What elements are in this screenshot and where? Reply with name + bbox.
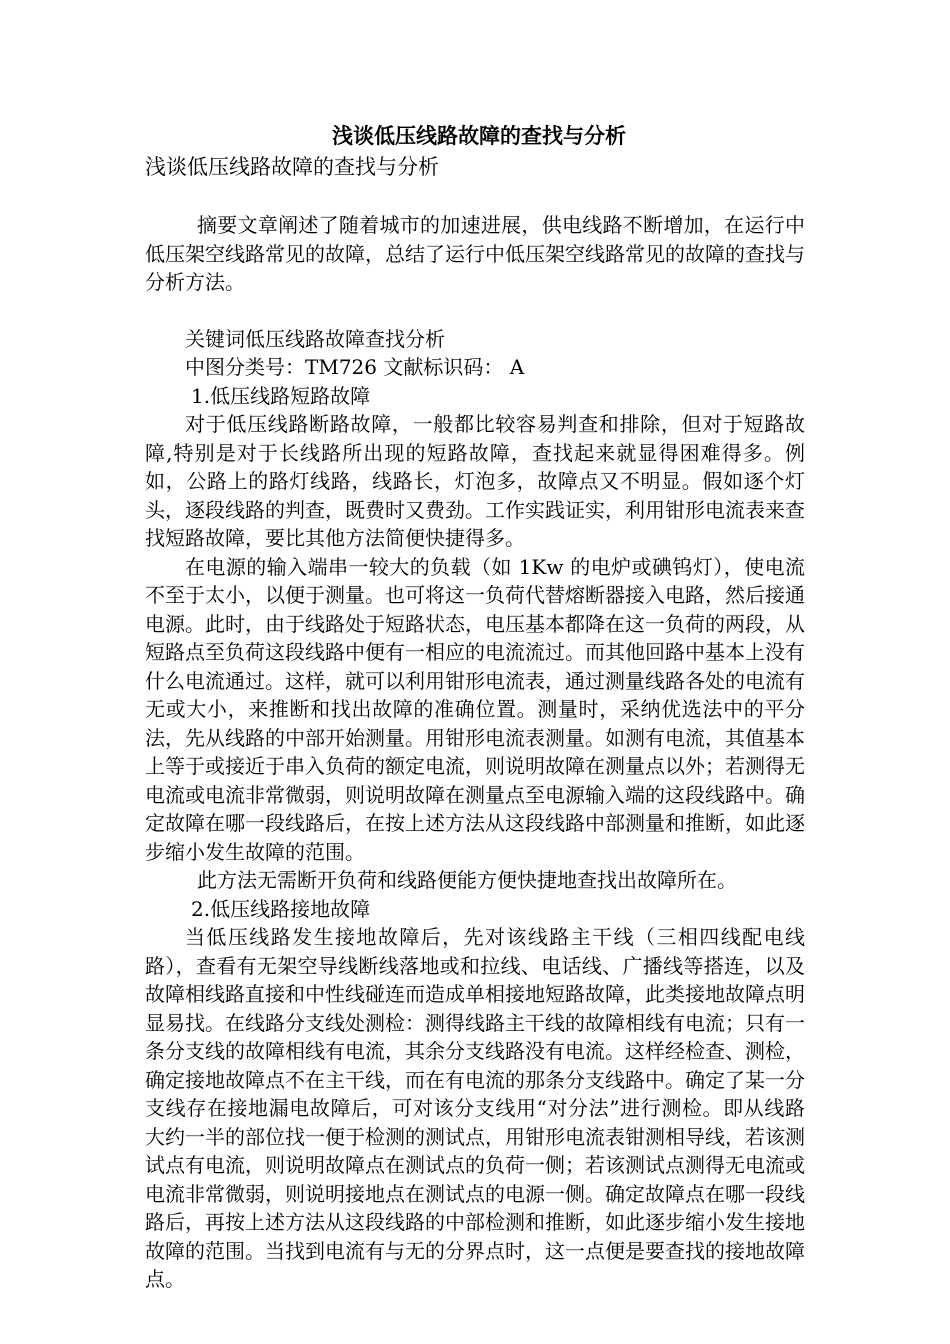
- section1-paragraph: 在电源的输入端串一较大的负载（如 1Kw 的电炉或碘钨灯），使电流不至于太小，以便于测量。也可将这一负荷代替熔断器接入电路，然后接通电源。此时，由于线路处于短路状态，电压基本都降在这一负荷的两段，从短路点至负荷这段线路中便有一相应的电流流过。而其他回路中基本上没有什么电流通过。这样，就可以利用钳形电流表，通过测量线路各处的电流有无或大小，来推断和找出故障的准确位置。测量时，采纳优选法中的平分法，先从线路的中部开始测量。用钳形电流表测量。如测有电流，其值基本上等于或接近于串入负荷的额定电流，则说明故障在测量点以外；若测得无电流或电流非常微弱，则说明故障在测量点至电源输入端的这段线路中。确定故障在哪一段线路后，在按上述方法从这段线路中部测量和推断，如此逐步缩小发生故障的范围。: [145, 554, 805, 864]
- document-title: 浅谈低压线路故障的查找与分析: [332, 123, 626, 148]
- classification-line: 中图分类号：TM726 文献标识码： A: [185, 355, 525, 379]
- section-heading-short-circuit: 1.低压线路短路故障: [191, 383, 371, 408]
- section1-paragraph: 对于低压线路断路故障，一般都比较容易判查和排除，但对于短路故障,特别是对于长线路所出现的短路故障，查找起来就显得困难得多。例如，公路上的路灯线路，线路长，灯泡多，故障点又不明显。假如逐个灯头，逐段线路的判查，既费时又费劲。工作实践证实，利用钳形电流表来查找短路故障，要比其他方法简便快捷得多。: [145, 412, 805, 550]
- section-heading-ground-fault: 2.低压线路接地故障: [191, 896, 371, 921]
- section1-paragraph: 此方法无需断开负荷和线路便能方便快捷地查找出故障所在。: [197, 868, 737, 892]
- keywords-line: 关键词低压线路故障查找分析: [185, 326, 445, 351]
- document-subtitle: 浅谈低压线路故障的查找与分析: [145, 155, 439, 179]
- section2-paragraph: 当低压线路发生接地故障后，先对该线路主干线（三相四线配电线路），查看有无架空导线断线落地或和拉线、电话线、广播线等搭连，以及故障相线路直接和中性线碰连而造成单相接地短路故障，此类接地故障点明显易找。在线路分支线处测检：测得线路主干线的故障相线有电流；只有一条分支线的故障相线有电流，其余分支线路没有电流。这样经检查、测检，确定接地故障点不在主干线，而在有电流的那条分支线路中。确定了某一分支线存在接地漏电故障后，可对该分支线用“对分法”进行测检。即从线路大约一半的部位找一便于检测的测试点，用钳形电流表钳测相导线，若该测试点有电流，则说明故障点在测试点的负荷一侧；若该测试点测得无电流或电流非常微弱，则说明接地点在测试点的电源一侧。确定故障点在哪一段线路后，再按上述方法从这段线路的中部检测和推断，如此逐步缩小发生接地故障的范围。当找到电流有与无的分界点时，这一点便是要查找的接地故障点。: [145, 925, 805, 1291]
- abstract-paragraph: 摘要文章阐述了随着城市的加速进展，供电线路不断增加，在运行中低压架空线路常见的故障，总结了运行中低压架空线路常见的故障的查找与分析方法。: [145, 213, 805, 294]
- document-page: [145, 120, 805, 1294]
